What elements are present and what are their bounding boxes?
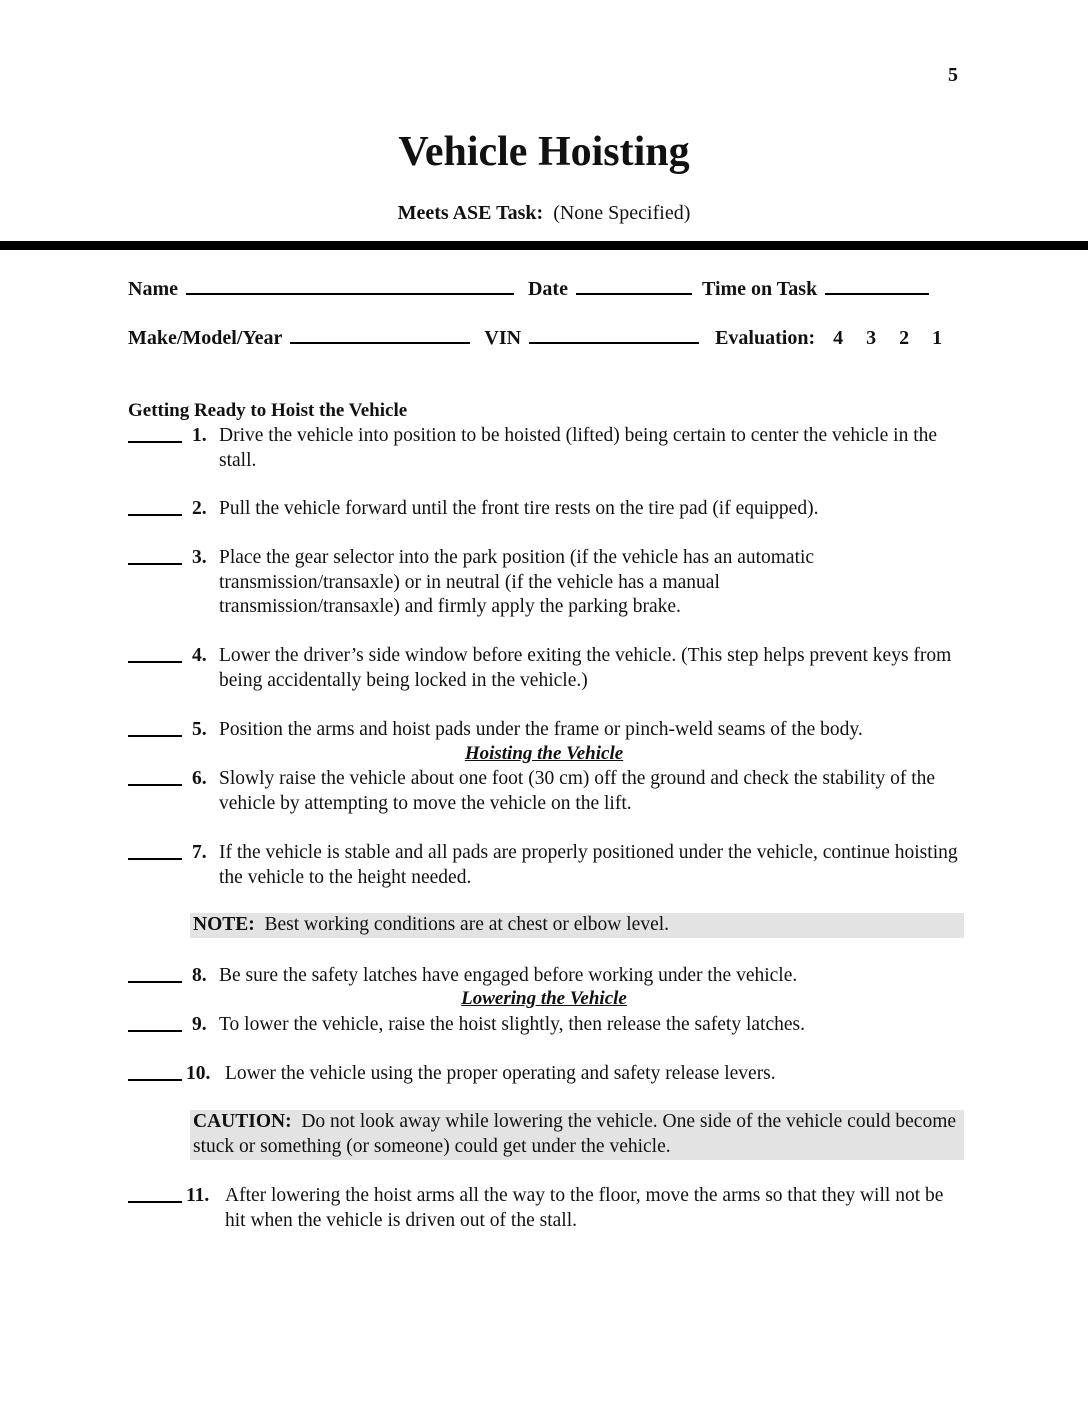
subheading-hoisting: Hoisting the Vehicle [464,743,624,764]
step-text: After lowering the hoist arms all the way to the floor, move the arms so that they will not be hit when the vehicle is driven out of the stall. [225,1185,944,1231]
step-number: 1. [192,425,207,446]
evaluation-scale [815,327,942,350]
checkoff-blank[interactable] [128,784,182,786]
note-text: Best working conditions are at chest or elbow level. [264,914,670,935]
time-on-task-field[interactable] [825,292,929,295]
step-number: 8. [192,965,207,986]
name-label: Name [128,278,178,300]
note-box [190,913,964,938]
vin-field[interactable] [529,341,699,344]
step-number: 4. [192,645,207,666]
step-number: 3. [192,547,207,568]
step-item [128,1062,968,1087]
step-item [128,718,968,743]
step-text: Slowly raise the vehicle about one foot (30 cm) off the ground and check the stability of the vehicle by attempting to move the vehicle on the lift. [219,768,936,814]
step-number: 6. [192,768,207,789]
step-text: If the vehicle is stable and all pads are properly positioned under the vehicle, continue hoisting the vehicle to the height needed. [219,842,958,888]
step-item [128,841,968,891]
checkoff-blank[interactable] [128,1030,182,1032]
ase-task-label: Meets ASE Task: [397,202,544,224]
step-text: Lower the driver’s side window before exiting the vehicle. (This step helps prevent keys from being accidentally being locked in the vehicle.) [219,645,952,691]
step-text: Position the arms and hoist pads under the frame or pinch-weld seams of the body. [219,719,863,740]
step-item [128,1184,968,1234]
subheading-lowering: Lowering the Vehicle [461,988,627,1009]
checkoff-blank[interactable] [128,1079,182,1081]
page-number: 5 [948,64,958,86]
step-number: 10. [186,1063,211,1084]
evaluation-option-4[interactable]: 4 [833,327,844,349]
checkoff-blank[interactable] [128,563,182,565]
step-number: 5. [192,719,207,740]
step-item [128,964,968,989]
step-text: Place the gear selector into the park position (if the vehicle has an automatic transmission/transaxle) or in neutral (if the vehicle has a manual transmission/transaxle) and firmly apply the parking brake. [219,547,815,617]
caution-box [190,1110,964,1160]
note-label: NOTE: [193,914,255,935]
vehicle-info-row [128,327,942,350]
ase-task-line [0,202,1088,225]
ase-task-value: (None Specified) [553,202,691,224]
page-title: Vehicle Hoisting [398,129,690,175]
checkoff-blank[interactable] [128,735,182,737]
checkoff-blank[interactable] [128,661,182,663]
step-text: Pull the vehicle forward until the front tire rests on the tire pad (if equipped). [219,498,819,519]
time-on-task-label: Time on Task [701,278,818,300]
step-item [128,767,968,817]
checkoff-blank[interactable] [128,981,182,983]
step-text: Be sure the safety latches have engaged before working under the vehicle. [219,965,798,986]
step-text: Lower the vehicle using the proper operating and safety release levers. [225,1063,776,1084]
step-text: Drive the vehicle into position to be hoisted (lifted) being certain to center the vehicle in the stall. [219,425,938,471]
step-number: 7. [192,842,207,863]
make-model-year-label: Make/Model/Year [128,327,283,349]
section-heading: Getting Ready to Hoist the Vehicle [128,400,408,421]
checkoff-blank[interactable] [128,514,182,516]
evaluation-option-2[interactable]: 2 [899,327,910,349]
date-label: Date [527,278,568,300]
evaluation-label: Evaluation: [715,327,816,349]
student-info-row [128,278,937,301]
step-number: 11. [186,1185,210,1206]
make-model-year-field[interactable] [290,341,470,344]
caution-text: Do not look away while lowering the vehicle. One side of the vehicle could become stuck or something (or someone) could get under the vehicle. [193,1111,957,1157]
step-item [128,546,968,621]
evaluation-option-1[interactable]: 1 [932,327,943,349]
caution-label: CAUTION: [193,1111,292,1132]
evaluation-option-3[interactable]: 3 [866,327,877,349]
step-item [128,1013,968,1038]
step-item [128,497,968,522]
checkoff-blank[interactable] [128,441,182,443]
name-field[interactable] [186,292,514,295]
header-divider [0,241,1088,250]
checkoff-blank[interactable] [128,1201,182,1203]
step-number: 9. [192,1014,207,1035]
step-item [128,644,968,694]
checkoff-blank[interactable] [128,858,182,860]
step-number: 2. [192,498,207,519]
date-field[interactable] [576,292,692,295]
step-item [128,424,968,474]
vin-label: VIN [484,327,522,349]
step-text: To lower the vehicle, raise the hoist slightly, then release the safety latches. [219,1014,805,1035]
